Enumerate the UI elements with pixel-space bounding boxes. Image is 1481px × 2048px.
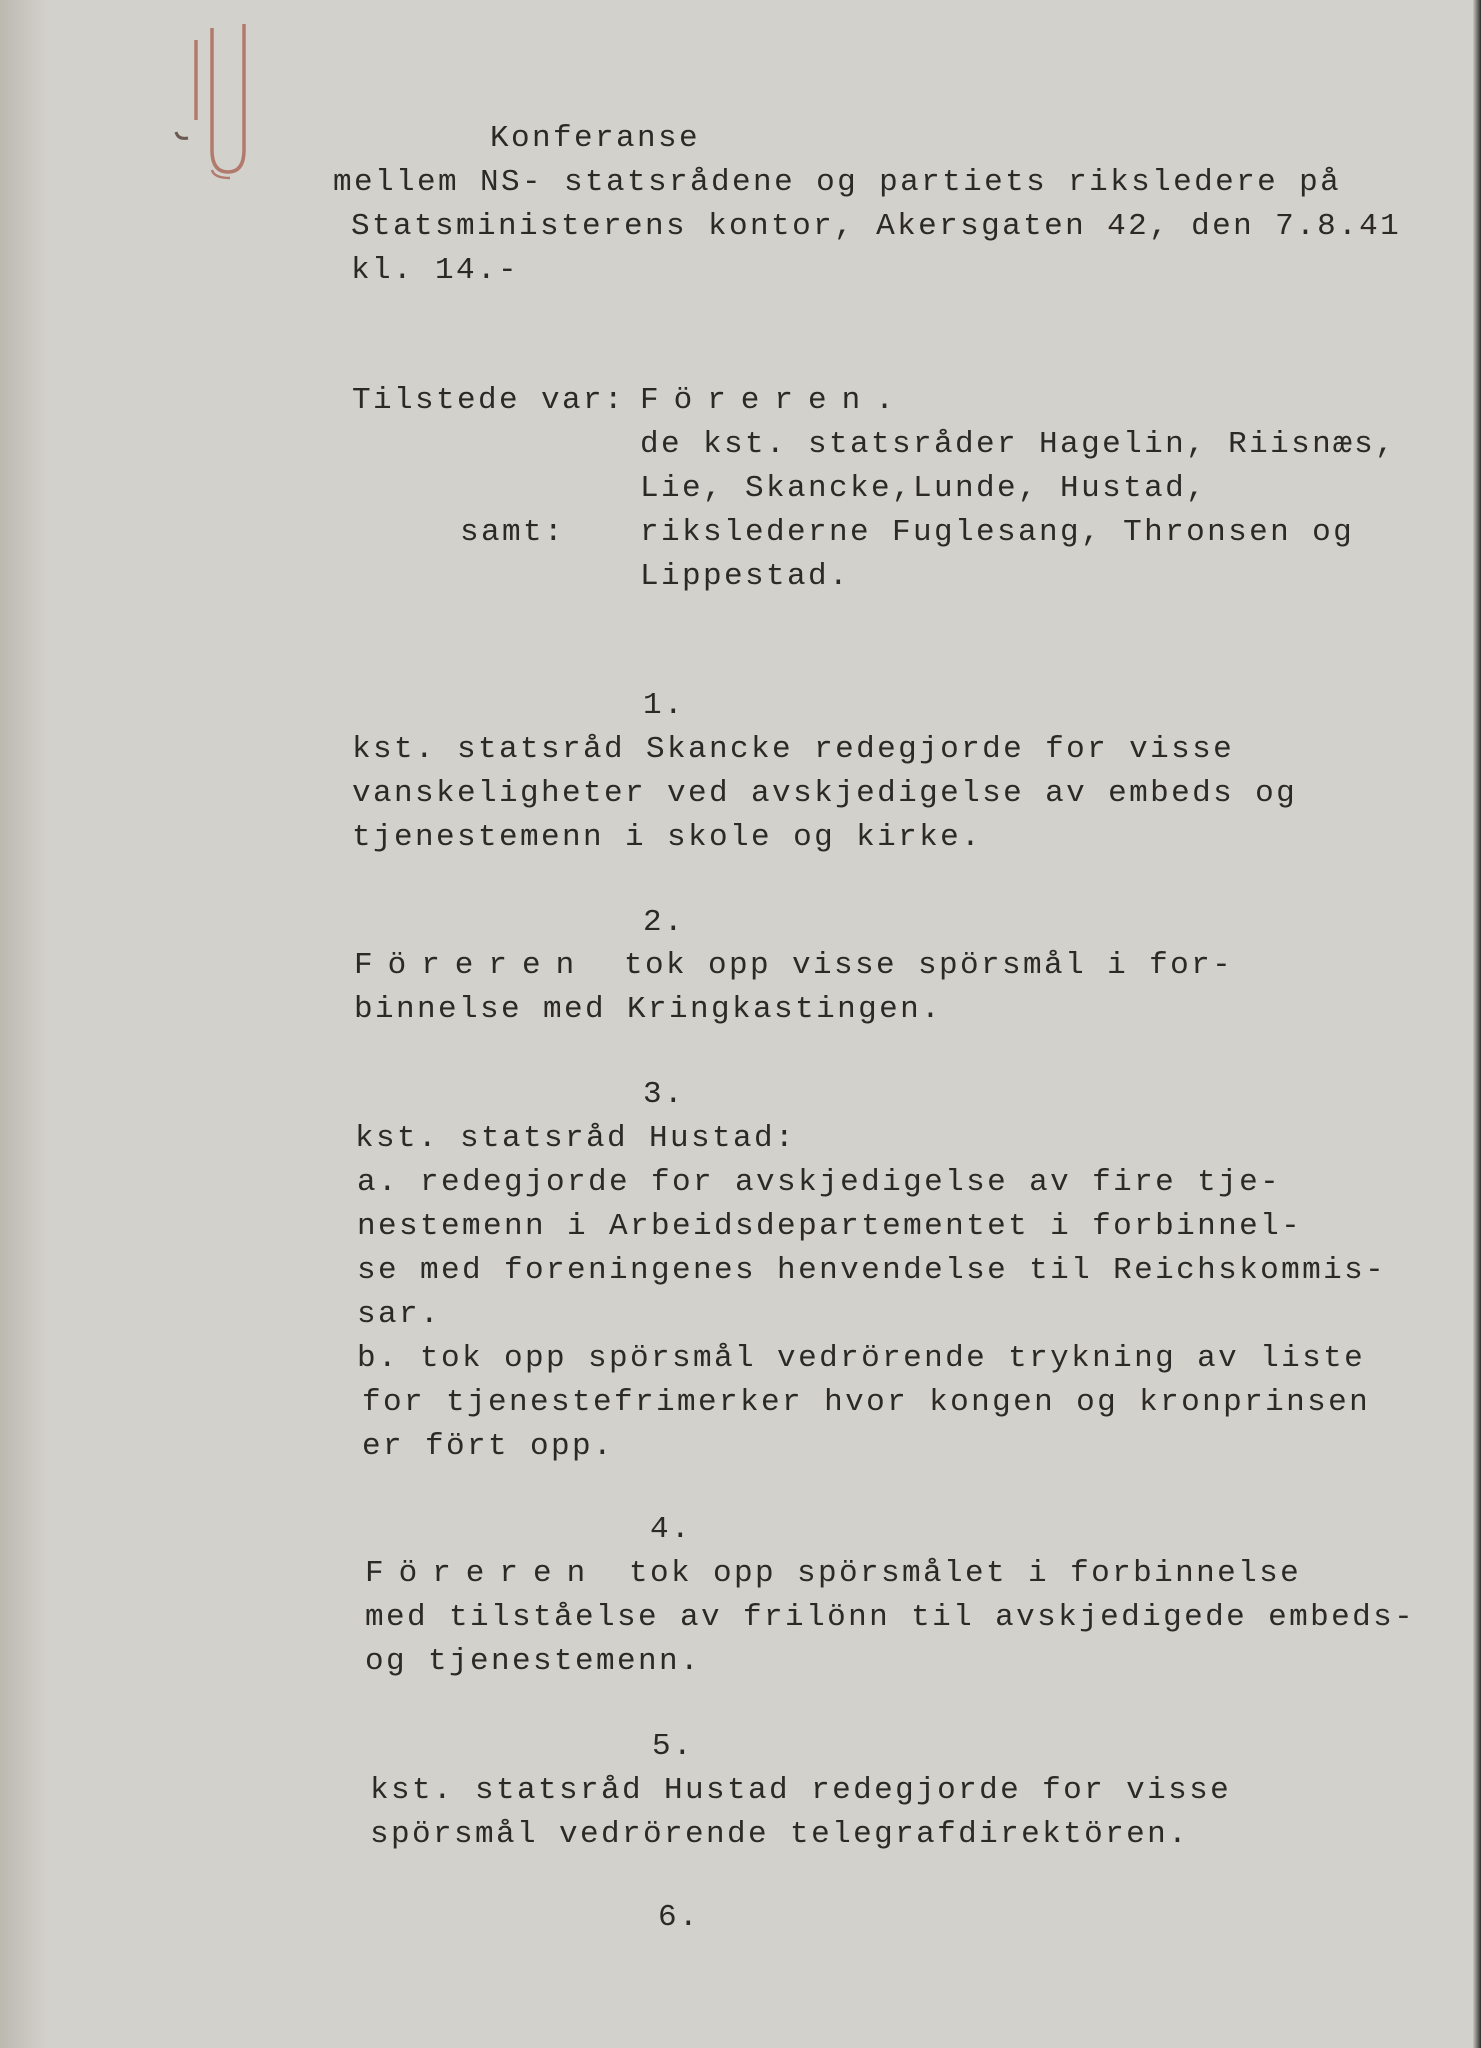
header-line-3: Statsministerens kontor, Akersgaten 42, den 7.8.41 xyxy=(351,209,1402,244)
item-1-line-3: tjenestemenn i skole og kirke. xyxy=(352,820,983,855)
item-3-line-8: er fört opp. xyxy=(362,1429,615,1464)
item-4-number: 4. xyxy=(650,1512,693,1547)
item-2-number: 2. xyxy=(643,905,686,940)
item-5-number: 5. xyxy=(652,1729,695,1764)
document-title: Konferanse xyxy=(490,121,701,156)
attendance-ministers-line-2: Lie, Skancke,Lunde, Hustad, xyxy=(640,471,1208,506)
page-shadow-left xyxy=(0,0,48,2048)
item-5-line-1: kst. statsråd Hustad redegjorde for visse xyxy=(370,1773,1232,1808)
label-present: Tilstede var: xyxy=(352,383,626,418)
item-2-speaker: Föreren xyxy=(354,948,590,983)
item-4-line-3: og tjenestemenn. xyxy=(365,1644,702,1679)
item-3-number: 3. xyxy=(643,1077,686,1112)
attendance-riksledere-line-2: Lippestad. xyxy=(640,559,851,594)
label-also: samt: xyxy=(460,515,566,550)
attendance-ministers-line-1: de kst. statsråder Hagelin, Riisnæs, xyxy=(640,427,1397,462)
page-edge-right xyxy=(1473,0,1481,2048)
attendance-leader: Föreren. xyxy=(640,383,909,418)
item-3-line-1: kst. statsråd Hustad: xyxy=(355,1121,797,1156)
item-5-line-2: spörsmål vedrörende telegrafdirektören. xyxy=(370,1817,1190,1852)
item-3-line-7: for tjenestefrimerker hvor kongen og kronprinsen xyxy=(362,1385,1371,1420)
item-2-line-2: binnelse med Kringkastingen. xyxy=(354,992,943,1027)
item-6-number: 6. xyxy=(658,1900,701,1935)
item-3-line-4: se med foreningenes henvendelse til Reichskommis- xyxy=(357,1253,1387,1288)
header-line-4: kl. 14.- xyxy=(351,253,520,288)
item-1-number: 1. xyxy=(643,688,686,723)
item-4-speaker: Föreren xyxy=(365,1556,601,1591)
item-4-line-1: tok opp spörsmålet i forbinnelse xyxy=(629,1556,1302,1591)
item-3-line-2: a. redegjorde for avskjedigelse av fire tje- xyxy=(357,1165,1282,1200)
attendance-riksledere-line-1: rikslederne Fuglesang, Thronsen og xyxy=(640,515,1355,550)
item-1-line-2: vanskeligheter ved avskjedigelse av embeds og xyxy=(352,776,1298,811)
item-3-line-5: sar. xyxy=(357,1297,442,1332)
header-line-2: mellem NS- statsrådene og partiets riksledere på xyxy=(333,165,1342,200)
item-4-line-2: med tilståelse av frilönn til avskjedigede embeds- xyxy=(365,1600,1416,1635)
item-1-line-1: kst. statsråd Skancke redegjorde for visse xyxy=(352,732,1235,767)
item-2-line-1: tok opp visse spörsmål i for- xyxy=(624,948,1234,983)
item-3-line-6: b. tok opp spörsmål vedrörende trykning av liste xyxy=(357,1341,1366,1376)
item-3-line-3: nestemenn i Arbeidsdepartementet i forbinnel- xyxy=(357,1209,1303,1244)
paperclip-icon xyxy=(168,20,268,180)
